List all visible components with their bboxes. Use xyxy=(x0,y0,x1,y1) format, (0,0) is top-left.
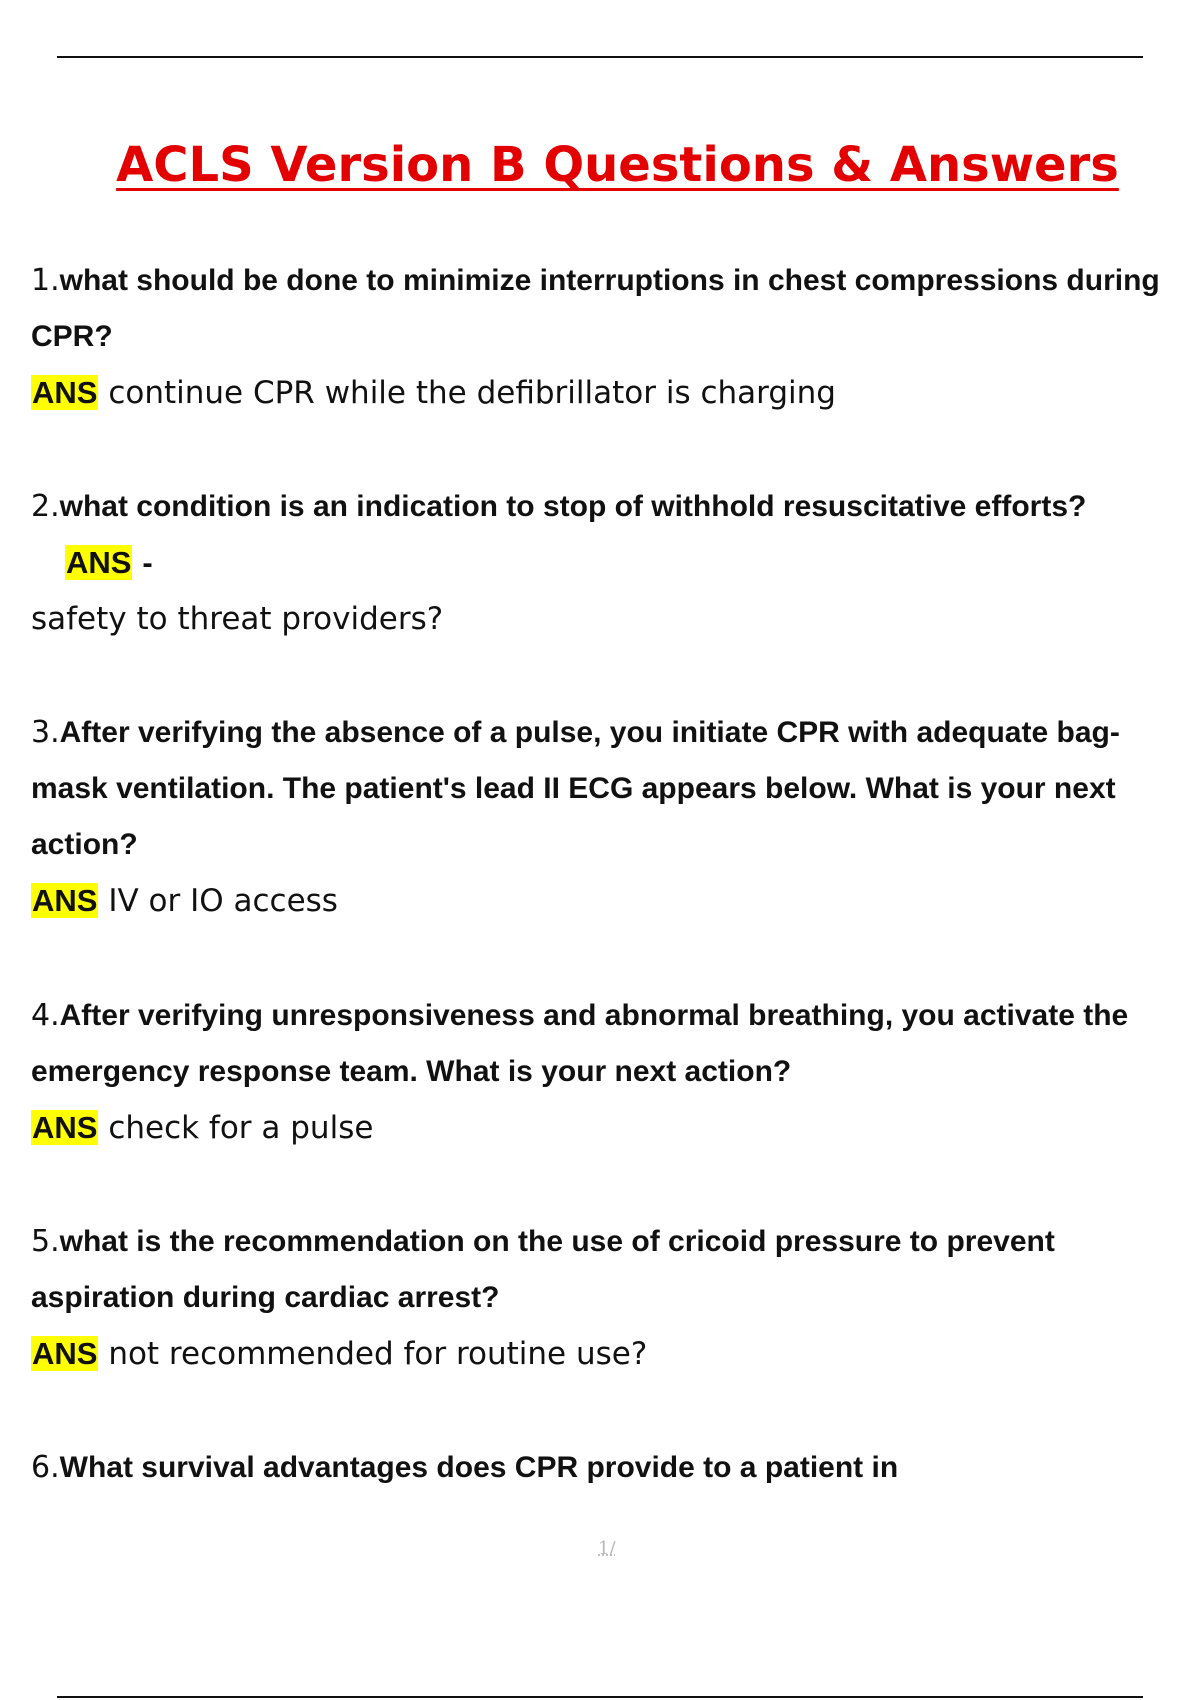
answer-text: continue CPR while the defibrillator is charging xyxy=(108,375,836,411)
qa-item-6 xyxy=(31,1440,1181,1496)
answer-text: IV or IO access xyxy=(108,883,338,919)
question-6 xyxy=(31,1440,1181,1496)
qa-item-3 xyxy=(31,705,1181,929)
ans-label: ANS xyxy=(66,545,132,580)
answer-5 xyxy=(31,1326,1181,1382)
answer-1 xyxy=(31,365,1181,421)
question-number: 4. xyxy=(31,998,60,1033)
qa-item-1 xyxy=(31,253,1181,421)
question-text: what condition is an indication to stop of withhold resuscitative efforts? xyxy=(59,490,1087,523)
question-number: 2. xyxy=(31,489,60,524)
answer-2 xyxy=(31,591,1181,647)
question-text: After verifying unresponsiveness and abnormal breathing, you activate the emergency response team. What is your next action? xyxy=(31,999,1129,1088)
question-3 xyxy=(31,705,1181,873)
answer-text: safety to threat providers? xyxy=(31,601,444,637)
bottom-divider xyxy=(57,1696,1143,1698)
page-number-marker: 1/ xyxy=(598,1538,616,1559)
qa-item-4 xyxy=(31,988,1181,1156)
question-text: What survival advantages does CPR provide to a patient in xyxy=(59,1451,899,1484)
ans-dash: - xyxy=(142,545,153,580)
ans-label: ANS xyxy=(32,375,98,410)
question-number: 3. xyxy=(31,715,60,750)
question-5 xyxy=(31,1214,1181,1326)
question-number: 6. xyxy=(31,1450,60,1485)
ans-label: ANS xyxy=(32,1336,98,1371)
answer-text: not recommended for routine use? xyxy=(108,1336,648,1372)
answer-label-2 xyxy=(31,535,1181,591)
question-text: After verifying the absence of a pulse, you initiate CPR with adequate bag-mask ventilation. The patient's lead II ECG appears below. What is your next action? xyxy=(31,716,1120,861)
answer-3 xyxy=(31,873,1181,929)
answer-4 xyxy=(31,1100,1181,1156)
question-2 xyxy=(31,479,1181,535)
top-divider xyxy=(57,56,1143,58)
ans-label: ANS xyxy=(32,1110,98,1145)
question-text: what should be done to minimize interruptions in chest compressions during CPR? xyxy=(31,264,1160,353)
ans-label: ANS xyxy=(32,883,98,918)
qa-item-5 xyxy=(31,1214,1181,1382)
document-title: ACLS Version B Questions & Answers xyxy=(116,137,1119,194)
question-number: 1. xyxy=(31,263,60,298)
question-4 xyxy=(31,988,1181,1100)
question-text: what is the recommendation on the use of cricoid pressure to prevent aspiration during cardiac arrest? xyxy=(31,1225,1055,1314)
question-number: 5. xyxy=(31,1224,60,1259)
qa-item-2 xyxy=(31,479,1181,647)
answer-text: check for a pulse xyxy=(108,1110,374,1146)
question-1 xyxy=(31,253,1181,365)
